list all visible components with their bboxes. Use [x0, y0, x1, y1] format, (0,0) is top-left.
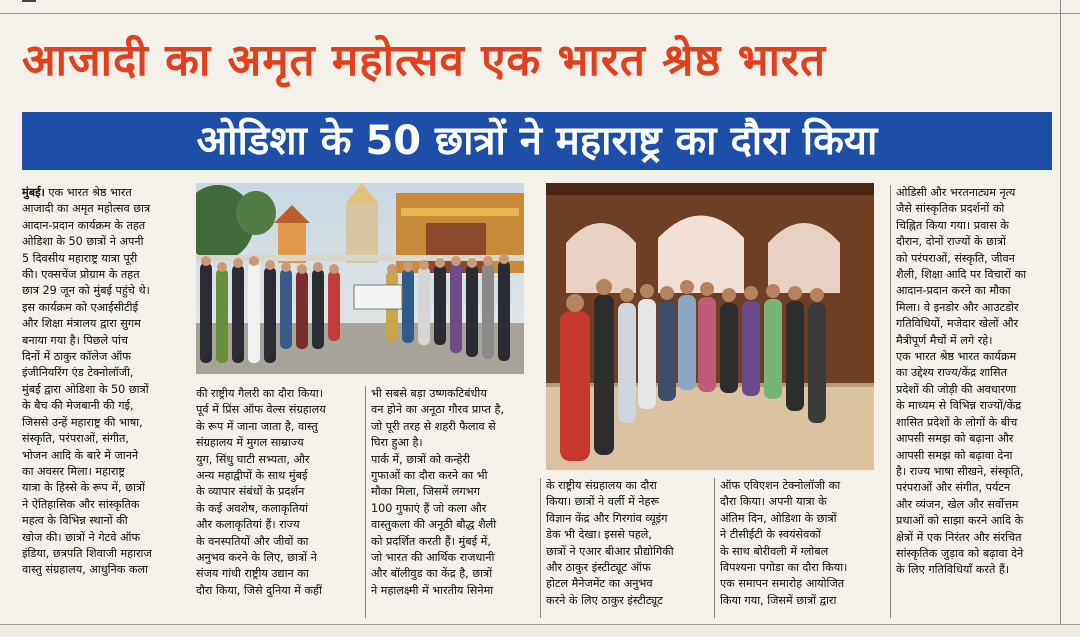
article-column-3 [371, 386, 529, 599]
article-line: के कई अवशेष, कलाकृतियां [196, 501, 309, 515]
column-rule [365, 386, 366, 618]
article-line: आजादी का अमृत महोत्सव छात्र [22, 202, 151, 216]
article-line: जो पूरी तरह से शहरी फैलाव से [371, 419, 496, 433]
article-line: के बैच की मेजबानी की गई, [22, 399, 134, 413]
article-line: वन होने का अनूठा गौरव प्राप्त है, [371, 403, 505, 417]
article-line: गतिविधियों, मजेदार खेलों और [896, 317, 1019, 331]
article-line: मैत्रीपूर्ण मैचों में लगे रहे। [896, 333, 993, 347]
article-line: वास्तुकला की अनूठी बौद्ध शैली [371, 518, 497, 532]
article-line: आदान-प्रदान कार्यक्रम के तहत [22, 218, 146, 232]
article-line: क्षेत्रों में एक निरंतर और संरचित [896, 530, 1022, 544]
article-line: के लिए गतिविधियाँ करते हैं। [896, 563, 1010, 577]
article-column-1 [22, 185, 180, 579]
article-column-5 [720, 478, 880, 609]
article-line: घिरा हुआ है। [371, 436, 423, 450]
article-line: किया गया, जिसमें छात्रों द्वारा [720, 593, 837, 607]
article-line: और बॉलीवुड का केंद्र है, छात्रों [371, 567, 493, 581]
article-line: वास्तु संग्रहालय, आधुनिक कला [22, 563, 148, 577]
article-line: इंडिया, छत्रपति शिवाजी महाराज [22, 546, 152, 560]
article-line: छात्र 29 जून को मुंबई पहुंचे थे। [22, 284, 150, 298]
article-line: पार्क में, छात्रों को कन्हेरी [371, 452, 470, 466]
article-line: को परंपराओं, संस्कृति, जीवन [896, 251, 1015, 265]
article-line: होटल मैनेजमेंट का अनुभव [546, 577, 653, 591]
article-line: किया। छात्रों ने वर्ली में नेहरू [546, 495, 660, 509]
article-line: प्रदेशों की जोड़ी की अवधारणा [896, 382, 1017, 396]
article-line: ऑफ एविएशन टेक्नोलॉजी का [720, 479, 841, 492]
article-line: आपसी समझ को बढ़ाना और [896, 432, 1014, 446]
article-line: एक समापन समारोह आयोजित [720, 577, 845, 591]
article-line: मुंबई द्वारा ओडिशा के 50 छात्रों [22, 382, 149, 396]
article-line: जो भारत की आर्थिक राजधानी [371, 551, 495, 565]
article-line: का उद्देश्य राज्य/केंद्र शासित [896, 366, 1007, 380]
article-line: ने टीसीईटी के स्वयंसेवकों [720, 528, 821, 542]
top-strip [0, 0, 1080, 14]
article-line: यात्रा के हिस्से के रूप में, छात्रों [22, 481, 145, 495]
article-line: जिससे उन्हें महाराष्ट्र की भाषा, [22, 415, 143, 429]
article-line: अन्य महाद्वीपों के साथ मुंबई [196, 469, 308, 483]
article-line: अंतिम दिन, ओडिशा के छात्रों [720, 511, 837, 525]
column-rule [890, 185, 891, 618]
headline: आजादी का अमृत महोत्सव एक भारत श्रेष्ठ भारत [22, 35, 827, 86]
article-line: जैसे सांस्कृतिक प्रदर्शनों को [896, 202, 1005, 216]
article-line: छात्रों ने एआर बीआर प्रौद्योगिकी [546, 544, 674, 558]
article-line: इंजीनियरिंग एंड टेक्नोलॉजी, [22, 366, 134, 380]
article-line: का अवसर मिला। महाराष्ट्र [22, 464, 125, 478]
article-line: महत्व के विभिन्न स्थानों की [22, 514, 128, 528]
article-line: प्रथाओं को साझा करने आदि के [896, 514, 1024, 528]
article-line: पूर्व में प्रिंस ऑफ वेल्स संग्रहालय [196, 403, 326, 417]
article-line: सांस्कृतिक जुड़ाव को बढ़ावा देने [896, 546, 1024, 560]
article-line: दौरा किया। अपनी यात्रा के [720, 495, 827, 509]
article-line: के वनस्पतियों और जीवों का [196, 534, 309, 548]
article-line: बनाया गया है। पिछले पांच [22, 333, 129, 347]
article-line: इस कार्यक्रम को एआईसीटीई [22, 300, 139, 314]
article-line: चिह्नित किया गया। प्रवास के [896, 218, 1009, 232]
article-line: की। एक्सचेंज प्रोग्राम के तहत [22, 268, 140, 282]
article-line: और ठाकुर इंस्टीट्यूट ऑफ [546, 561, 651, 575]
article-line: ओडिसी और भरतनाट्यम नृत्य [896, 186, 1016, 199]
top-box [22, 0, 36, 2]
article-line: है। राज्य भाषा सीखने, संस्कृति, [896, 464, 1024, 478]
article-line: संजय गांधी राष्ट्रीय उद्यान का [196, 567, 309, 581]
article-line: और कलाकृतियां हैं। राज्य [196, 518, 300, 532]
group-photo-museum [546, 183, 874, 470]
article-line: परंपराओं और संगीत, पर्यटन [896, 481, 1011, 495]
article-line: शैली, शिक्षा आदि पर विचारों का [896, 268, 1027, 282]
article-line: युग, सिंधु घाटी सभ्यता, और [196, 452, 310, 466]
article-line: ने महालक्ष्मी में भारतीय सिनेमा [371, 583, 494, 597]
article-line: गुफाओं का दौरा करने का भी [371, 469, 488, 483]
article-line: दिनों में ठाकुर कॉलेज ऑफ [22, 350, 131, 364]
article-column-4 [546, 478, 706, 609]
article-line: के व्यापार संबंधों के प्रदर्शन [196, 485, 305, 499]
article-line: और व्यंजन, खेल और सर्वोत्तम [896, 497, 1019, 511]
article-line: डेक भी देखा। इससे पहले, [546, 528, 652, 542]
article-line: दौरान, दोनों राज्यों के छात्रों [896, 235, 1006, 249]
column-rule [540, 478, 541, 618]
subheadline-banner: ओडिशा के 50 छात्रों ने महाराष्ट्र का दौरा किया [22, 112, 1052, 170]
article-line: मिला। वे इनडोर और आउटडोर [896, 300, 1019, 314]
article-line: आपसी समझ को बढ़ावा देना [896, 448, 1013, 462]
article-line: ने ऐतिहासिक और सांस्कृतिक [22, 497, 140, 511]
article-line: के माध्यम से विभिन्न राज्यों/केंद्र [896, 399, 1022, 413]
article-line: 100 गुफाएं हैं जो कला और [371, 501, 487, 515]
group-photo-outdoor [196, 183, 524, 374]
article-line: के राष्ट्रीय संग्रहालय का दौरा [546, 479, 657, 492]
article-line: और शिक्षा मंत्रालय द्वारा सुगम [22, 317, 141, 331]
article-line: दौरा किया, जिसे दुनिया में कहीं [196, 583, 322, 597]
article-line: खोज की। छात्रों ने गेटवे ऑफ [22, 530, 141, 544]
article-line: विज्ञान केंद्र और गिरगांव व्यूइंग [546, 511, 668, 525]
article-line: भी सबसे बड़ा उष्णकटिबंधीय [371, 387, 487, 400]
article-line: मुंबई। एक भारत श्रेष्ठ भारत [22, 186, 132, 199]
column-rule [1060, 0, 1061, 637]
bottom-strip [0, 624, 1080, 637]
article-line: 5 दिवसीय महाराष्ट्र यात्रा पूरी [22, 251, 138, 265]
article-line: आदान-प्रदान करने का मौका [896, 284, 1011, 298]
article-line: भोजन आदि के बारे में जानने [22, 448, 139, 462]
article-line: विपश्यना पगोडा का दौरा किया। [720, 561, 848, 575]
article-line: मौका मिला, जिसमें लगभग [371, 485, 480, 499]
article-line: संस्कृति, परंपराओं, संगीत, [22, 432, 129, 446]
article-line: संग्रहालय में मुगल साम्राज्य [196, 436, 304, 450]
article-line: के रूप में जाना जाता है, वास्तु [196, 419, 318, 433]
article-line: करने के लिए ठाकुर इंस्टीट्यूट [546, 593, 663, 607]
article-line: की राष्ट्रीय गैलरी का दौरा किया। [196, 387, 323, 400]
article-line: को प्रदर्शित करती हैं। मुंबई में, [371, 534, 491, 548]
article-column-6 [896, 185, 1054, 579]
article-line: अनुभव करने के लिए, छात्रों ने [196, 551, 317, 565]
column-rule [714, 478, 715, 618]
article-line: के साथ बोरीवली में ग्लोबल [720, 544, 829, 558]
article-column-2 [196, 386, 354, 599]
article-line: एक भारत श्रेष्ठ भारत कार्यक्रम [896, 350, 1017, 364]
article-line: शासित प्रदेशों के लोगों के बीच [896, 415, 1018, 429]
article-line: ओडिशा के 50 छात्रों ने अपनी [22, 235, 144, 249]
